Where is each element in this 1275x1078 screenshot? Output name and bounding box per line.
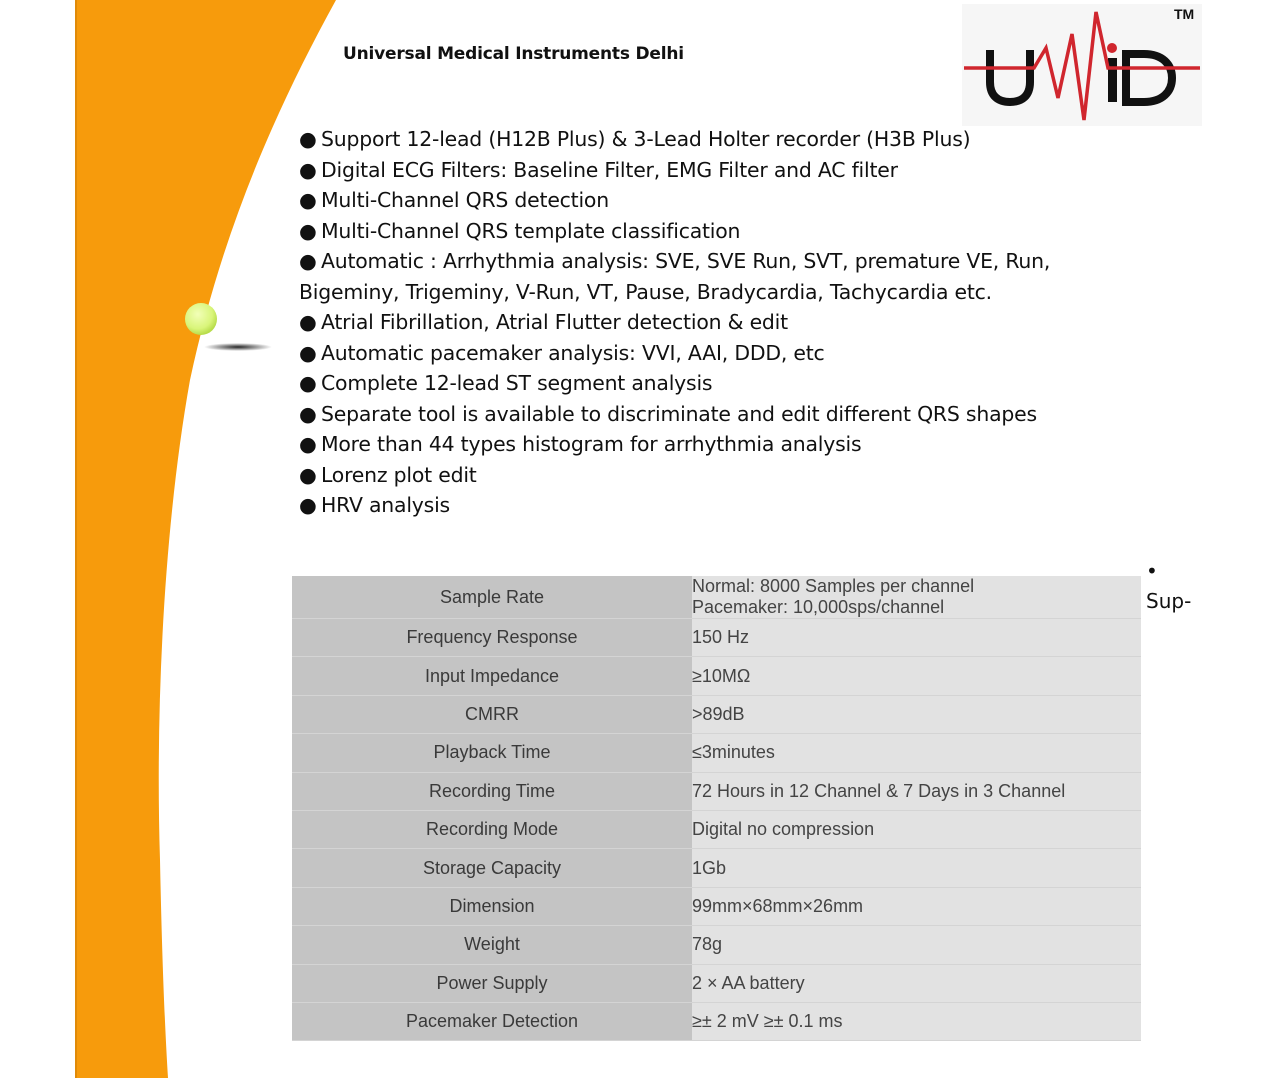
feature-item (299, 399, 1099, 430)
feature-item (299, 368, 1099, 399)
feature-text: Lorenz plot edit (321, 462, 477, 487)
feature-item (299, 429, 1099, 460)
table-row (292, 964, 1141, 1002)
spec-label: Weight (292, 926, 692, 964)
spec-label: Frequency Response (292, 619, 692, 657)
table-row (292, 926, 1141, 964)
umid-logo (962, 4, 1202, 126)
bullet-icon: ● (299, 432, 317, 456)
feature-item (299, 307, 1099, 338)
table-row (292, 576, 1141, 619)
feature-item (299, 460, 1099, 491)
feature-item (299, 124, 1099, 155)
spec-value: 2 × AA battery (692, 964, 1141, 1002)
green-dot (185, 303, 217, 335)
table-row (292, 695, 1141, 733)
spec-value: 1Gb (692, 849, 1141, 887)
bullet-icon: ● (299, 127, 317, 151)
table-row (292, 849, 1141, 887)
spec-value-line: Normal: 8000 Samples per channel (692, 576, 975, 596)
spec-value: 72 Hours in 12 Channel & 7 Days in 3 Channel (692, 772, 1141, 810)
bullet-icon: ● (299, 157, 317, 182)
table-row (292, 619, 1141, 657)
side-note-bullet: • (1146, 559, 1158, 583)
logo-i-stem (1108, 58, 1117, 102)
feature-text: HRV analysis (321, 493, 450, 517)
feature-text: Multi-Channel QRS detection (321, 188, 609, 212)
bullet-icon: ● (299, 340, 317, 365)
feature-item (299, 155, 1099, 186)
feature-list (299, 124, 1099, 521)
feature-item (299, 338, 1099, 369)
feature-text: Atrial Fibrillation, Atrial Flutter detection & edit (321, 310, 788, 334)
spec-label: Playback Time (292, 734, 692, 772)
table-row (292, 734, 1141, 772)
green-dot-shadow (204, 343, 272, 351)
swoosh-left-edge (75, 0, 77, 1078)
spec-value: 150 Hz (692, 619, 1141, 657)
spec-value: 99mm×68mm×26mm (692, 887, 1141, 925)
feature-text: Automatic pacemaker analysis: VVI, AAI, DDD, etc (321, 340, 825, 365)
bullet-icon: ● (299, 371, 317, 395)
bullet-icon: ● (299, 401, 317, 426)
feature-item (299, 216, 1099, 247)
table-row (292, 657, 1141, 695)
feature-item (299, 490, 1099, 521)
specifications-table (292, 576, 1141, 1041)
feature-item (299, 185, 1099, 216)
table-row (292, 887, 1141, 925)
feature-text: Support 12-lead (H12B Plus) & 3-Lead Holter recorder (H3B Plus) (321, 127, 971, 151)
side-note (1146, 556, 1191, 616)
spec-value: ≥10MΩ (692, 657, 1141, 695)
spec-label: Recording Mode (292, 810, 692, 848)
spec-label: CMRR (292, 695, 692, 733)
spec-label: Input Impedance (292, 657, 692, 695)
table-row (292, 810, 1141, 848)
company-name: Universal Medical Instruments Delhi (343, 44, 684, 64)
logo-i-dot (1107, 43, 1117, 53)
spec-label: Recording Time (292, 772, 692, 810)
table-row (292, 1002, 1141, 1040)
bullet-icon: ● (299, 493, 317, 517)
spec-value (692, 576, 1141, 619)
feature-text: Complete 12-lead ST segment analysis (321, 371, 713, 395)
bullet-icon: ● (299, 218, 317, 243)
bullet-icon: ● (299, 188, 317, 212)
spec-value: 78g (692, 926, 1141, 964)
spec-label: Pacemaker Detection (292, 1002, 692, 1040)
spec-label: Power Supply (292, 964, 692, 1002)
spec-value-line: Pacemaker: 10,000sps/channel (692, 597, 945, 617)
spec-value: ≤3minutes (692, 734, 1141, 772)
feature-text: Multi-Channel QRS template classification (321, 218, 741, 243)
feature-text: Separate tool is available to discriminate and edit different QRS shapes (321, 401, 1037, 426)
feature-text: Digital ECG Filters: Baseline Filter, EMG Filter and AC filter (321, 157, 898, 182)
spec-label: Sample Rate (292, 576, 692, 619)
feature-text: More than 44 types histogram for arrhythmia analysis (321, 432, 862, 456)
spec-label: Storage Capacity (292, 849, 692, 887)
table-row (292, 772, 1141, 810)
side-note-text: Sup- (1146, 589, 1192, 613)
bullet-icon: ● (299, 462, 317, 487)
spec-value: Digital no compression (692, 810, 1141, 848)
feature-item (299, 246, 1099, 307)
logo-trademark: TM (1174, 6, 1195, 22)
bullet-icon: ● (299, 310, 317, 334)
spec-label: Dimension (292, 887, 692, 925)
spec-value: >89dB (692, 695, 1141, 733)
bullet-icon: ● (299, 249, 317, 273)
feature-text: Automatic : Arrhythmia analysis: SVE, SVE Run, SVT, premature VE, Run, Bigeminy, Trigeminy, V-Run, VT, Pause, Bradycardia, Tachycardia etc. (299, 249, 1051, 304)
spec-value: ≥± 2 mV ≥± 0.1 ms (692, 1002, 1141, 1040)
